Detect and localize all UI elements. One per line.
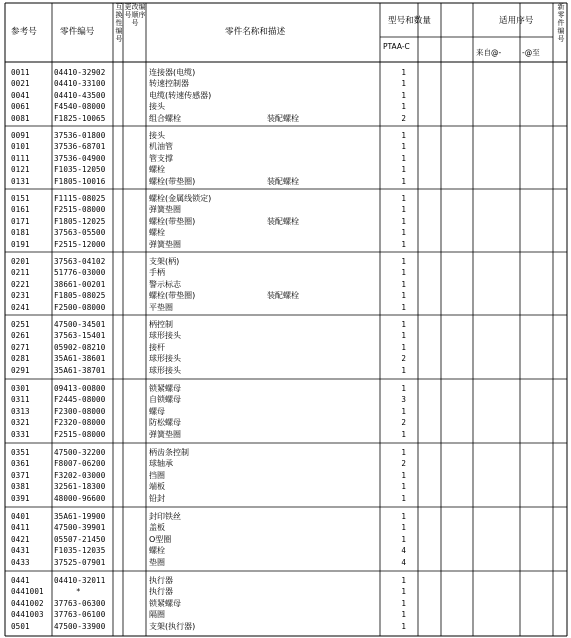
quantity: 1 xyxy=(401,205,406,215)
part-number: F1115-08025 xyxy=(54,194,106,203)
part-note: 装配螺栓 xyxy=(267,176,299,186)
quantity: 1 xyxy=(401,90,406,100)
quantity: 1 xyxy=(401,279,406,289)
part-name: 自锁螺母 xyxy=(149,395,181,405)
part-name: 球形接头 xyxy=(149,354,181,364)
part-name: 锁紧螺母 xyxy=(149,384,181,393)
quantity: 4 xyxy=(401,557,406,567)
ref-number: 0161 xyxy=(11,205,30,215)
part-number: 37563-15401 xyxy=(54,331,106,341)
part-name: 螺栓 xyxy=(149,165,165,175)
part-name: 接杆 xyxy=(149,342,165,352)
quantity: 1 xyxy=(401,79,406,89)
part-number: F2300-08000 xyxy=(54,406,106,416)
part-note: 装配螺栓 xyxy=(267,291,299,301)
part-number: 47500-33900 xyxy=(54,621,106,631)
quantity: 1 xyxy=(401,470,406,480)
part-number: 35A61-38601 xyxy=(54,354,106,364)
part-name: 弹簧垫圈 xyxy=(149,239,181,249)
ref-number: 0361 xyxy=(11,459,30,469)
part-number: 38661-00201 xyxy=(54,279,106,289)
part-number: 35A61-38701 xyxy=(54,365,106,375)
part-name: 螺栓(带垫圈) xyxy=(149,176,196,186)
part-number: 04410-32902 xyxy=(54,68,106,77)
ref-number: 0251 xyxy=(11,320,30,329)
part-number: 47500-32200 xyxy=(54,448,106,457)
part-name: 管支撑 xyxy=(149,153,173,163)
ref-number: 0091 xyxy=(11,131,30,140)
ref-number: 0441003 xyxy=(11,610,44,620)
header-name-desc: 零件名称和描述 xyxy=(225,27,286,37)
ref-number: 0321 xyxy=(11,418,30,428)
part-name: 防松螺母 xyxy=(149,418,181,428)
ref-number: 0261 xyxy=(11,331,30,341)
quantity: 1 xyxy=(401,68,406,77)
part-name: 转速控制器 xyxy=(149,79,189,89)
quantity: 1 xyxy=(401,512,406,521)
part-number: 37536-01800 xyxy=(54,131,106,140)
quantity: 1 xyxy=(401,176,406,186)
part-number: F3202-03000 xyxy=(54,470,106,480)
header-new-part: 新零件编号 xyxy=(557,3,565,43)
quantity: 1 xyxy=(401,576,406,585)
part-number: 04410-43500 xyxy=(54,90,106,100)
part-number: F2515-08000 xyxy=(54,205,106,215)
header-model-qty: 型号和数量 xyxy=(388,16,431,26)
part-number: 35A61-19900 xyxy=(54,512,106,521)
quantity: 1 xyxy=(401,228,406,238)
part-name: 端板 xyxy=(149,482,165,492)
ref-number: 0441 xyxy=(11,576,30,585)
ref-number: 0101 xyxy=(11,142,30,152)
ref-number: 0241 xyxy=(11,302,30,312)
header-part-no: 零件编号 xyxy=(60,27,95,37)
quantity: 1 xyxy=(401,621,406,631)
part-name: 螺栓 xyxy=(149,228,165,238)
quantity: 1 xyxy=(401,257,406,266)
quantity: 1 xyxy=(401,365,406,375)
ref-number: 0271 xyxy=(11,342,30,352)
ref-number: 0221 xyxy=(11,279,30,289)
ref-number: 0401 xyxy=(11,512,30,521)
ref-number: 0381 xyxy=(11,482,30,492)
quantity: 1 xyxy=(401,102,406,112)
quantity: 1 xyxy=(401,482,406,492)
quantity: 1 xyxy=(401,342,406,352)
part-name: 球轴承 xyxy=(149,459,173,469)
ref-number: 0181 xyxy=(11,228,30,238)
header-model-code: PTAA-C xyxy=(383,42,410,51)
part-number: F4540-08000 xyxy=(54,102,106,112)
part-name: 柄控制 xyxy=(149,320,173,329)
quantity: 1 xyxy=(401,429,406,439)
ref-number: 0441002 xyxy=(11,598,44,608)
part-number: F1805-08025 xyxy=(54,291,106,301)
ref-number: 0191 xyxy=(11,239,30,249)
quantity: 1 xyxy=(401,291,406,301)
ref-number: 0431 xyxy=(11,546,30,556)
part-name: 垫圈 xyxy=(149,557,165,567)
part-name: 警示标志 xyxy=(149,279,181,289)
part-number: F2515-08000 xyxy=(54,429,106,439)
quantity: 1 xyxy=(401,610,406,620)
ref-number: 0371 xyxy=(11,470,30,480)
part-name: 螺栓(金属线锁定) xyxy=(149,194,212,203)
part-number: 37763-06300 xyxy=(54,598,106,608)
ref-number: 0331 xyxy=(11,429,30,439)
part-name: 支架(执行器) xyxy=(149,621,196,631)
part-number: F1805-12025 xyxy=(54,216,106,226)
part-name: 螺栓 xyxy=(149,546,165,556)
part-name: O型圈 xyxy=(149,534,172,544)
quantity: 1 xyxy=(401,302,406,312)
part-name: 执行器 xyxy=(149,576,173,585)
header-to-seq: -@至 xyxy=(522,48,540,57)
part-number: 04410-33100 xyxy=(54,79,106,89)
header-interchange: 互换性编号 xyxy=(115,3,123,43)
part-name: 手柄 xyxy=(149,268,165,278)
part-note: 装配螺栓 xyxy=(267,216,299,226)
part-name: 挡圈 xyxy=(149,470,165,480)
ref-number: 0313 xyxy=(11,406,30,416)
part-number: 37763-06100 xyxy=(54,610,106,620)
ref-number: 0391 xyxy=(11,493,30,503)
header-from-seq: 来自@- xyxy=(476,48,502,57)
part-name: 螺栓(带垫圈) xyxy=(149,216,196,226)
part-number: 04410-32011 xyxy=(54,576,106,585)
quantity: 2 xyxy=(401,113,406,123)
part-number: F2500-08000 xyxy=(54,302,106,312)
ref-number: 0301 xyxy=(11,384,30,393)
quantity: 1 xyxy=(401,384,406,393)
quantity: 2 xyxy=(401,459,406,469)
ref-number: 0351 xyxy=(11,448,30,457)
quantity: 1 xyxy=(401,320,406,329)
part-name: 螺栓(带垫圈) xyxy=(149,291,196,301)
part-name: 组合螺栓 xyxy=(149,113,181,123)
quantity: 1 xyxy=(401,406,406,416)
part-number: F2515-12000 xyxy=(54,239,106,249)
part-number: 09413-00800 xyxy=(54,384,106,393)
part-name: 锁紧螺母 xyxy=(149,598,181,608)
quantity: 1 xyxy=(401,153,406,163)
quantity: 1 xyxy=(401,216,406,226)
part-number: 47500-39901 xyxy=(54,523,106,533)
part-number: 37525-07901 xyxy=(54,557,106,567)
part-number: 32561-18300 xyxy=(54,482,106,492)
ref-number: 0061 xyxy=(11,102,30,112)
part-name: 平垫圈 xyxy=(149,302,173,312)
quantity: 1 xyxy=(401,598,406,608)
part-name: 电缆(转速传感器) xyxy=(149,90,212,100)
ref-number: 0291 xyxy=(11,365,30,375)
ref-number: 0021 xyxy=(11,79,30,89)
part-name: 接头 xyxy=(149,102,165,112)
part-name: 柄齿条控制 xyxy=(149,448,189,457)
part-number: 37536-68701 xyxy=(54,142,106,152)
part-number: 37563-05500 xyxy=(54,228,106,238)
part-name: 弹簧垫圈 xyxy=(149,205,181,215)
ref-number: 0433 xyxy=(11,557,30,567)
ref-number: 0081 xyxy=(11,113,30,123)
quantity: 1 xyxy=(401,331,406,341)
part-number: F8007-06200 xyxy=(54,459,106,469)
part-number: 37536-04900 xyxy=(54,153,106,163)
quantity: 1 xyxy=(401,268,406,278)
part-name: 执行器 xyxy=(149,587,173,597)
ref-number: 0131 xyxy=(11,176,30,186)
part-name: 弹簧垫圈 xyxy=(149,429,181,439)
part-number: F1035-12035 xyxy=(54,546,106,556)
ref-number: 0231 xyxy=(11,291,30,301)
ref-number: 0441001 xyxy=(11,587,44,597)
quantity: 4 xyxy=(401,546,406,556)
part-number: 47500-34501 xyxy=(54,320,106,329)
part-note: 装配螺栓 xyxy=(267,113,299,123)
part-name: 螺母 xyxy=(149,406,165,416)
quantity: 1 xyxy=(401,165,406,175)
quantity: 1 xyxy=(401,239,406,249)
ref-number: 0011 xyxy=(11,68,30,77)
header-applicable-seq: 适用序号 xyxy=(499,16,534,26)
quantity: 1 xyxy=(401,523,406,533)
part-number: F2320-08000 xyxy=(54,418,106,428)
ref-number: 0411 xyxy=(11,523,30,533)
part-number: 48000-96600 xyxy=(54,493,106,503)
ref-number: 0311 xyxy=(11,395,30,405)
quantity: 2 xyxy=(401,418,406,428)
part-name: 隔圈 xyxy=(149,610,165,620)
part-number: F1035-12050 xyxy=(54,165,106,175)
part-name: 连接器(电缆) xyxy=(149,68,196,77)
header-change-seq: 更改编号顺序号 xyxy=(124,3,146,27)
ref-number: 0171 xyxy=(11,216,30,226)
part-name: 支架(柄) xyxy=(149,257,180,266)
part-name: 球形接头 xyxy=(149,331,181,341)
part-name: 盖板 xyxy=(149,523,165,533)
part-number: 51776-03000 xyxy=(54,268,106,278)
quantity: 1 xyxy=(401,493,406,503)
part-name: 封印铁丝 xyxy=(149,512,181,521)
header-ref-no: 参考号 xyxy=(11,27,37,37)
quantity: 1 xyxy=(401,587,406,597)
part-number: 05507-21450 xyxy=(54,534,106,544)
quantity: 1 xyxy=(401,142,406,152)
part-name: 接头 xyxy=(149,131,165,140)
quantity: 1 xyxy=(401,448,406,457)
part-number: F1805-10016 xyxy=(54,176,106,186)
ref-number: 0211 xyxy=(11,268,30,278)
quantity: 1 xyxy=(401,194,406,203)
ref-number: 0041 xyxy=(11,90,30,100)
part-number: * xyxy=(76,587,81,597)
part-number: F1825-10065 xyxy=(54,113,106,123)
ref-number: 0281 xyxy=(11,354,30,364)
ref-number: 0201 xyxy=(11,257,30,266)
part-name: 球形接头 xyxy=(149,365,181,375)
part-number: 37563-04102 xyxy=(54,257,106,266)
part-name: 机油管 xyxy=(149,142,173,152)
quantity: 3 xyxy=(401,395,406,405)
ref-number: 0421 xyxy=(11,534,30,544)
ref-number: 0151 xyxy=(11,194,30,203)
ref-number: 0111 xyxy=(11,153,30,163)
ref-number: 0501 xyxy=(11,621,30,631)
ref-number: 0121 xyxy=(11,165,30,175)
quantity: 2 xyxy=(401,354,406,364)
part-number: 05902-08210 xyxy=(54,342,106,352)
part-name: 铅封 xyxy=(149,493,165,503)
part-number: F2445-08000 xyxy=(54,395,106,405)
quantity: 1 xyxy=(401,534,406,544)
quantity: 1 xyxy=(401,131,406,140)
